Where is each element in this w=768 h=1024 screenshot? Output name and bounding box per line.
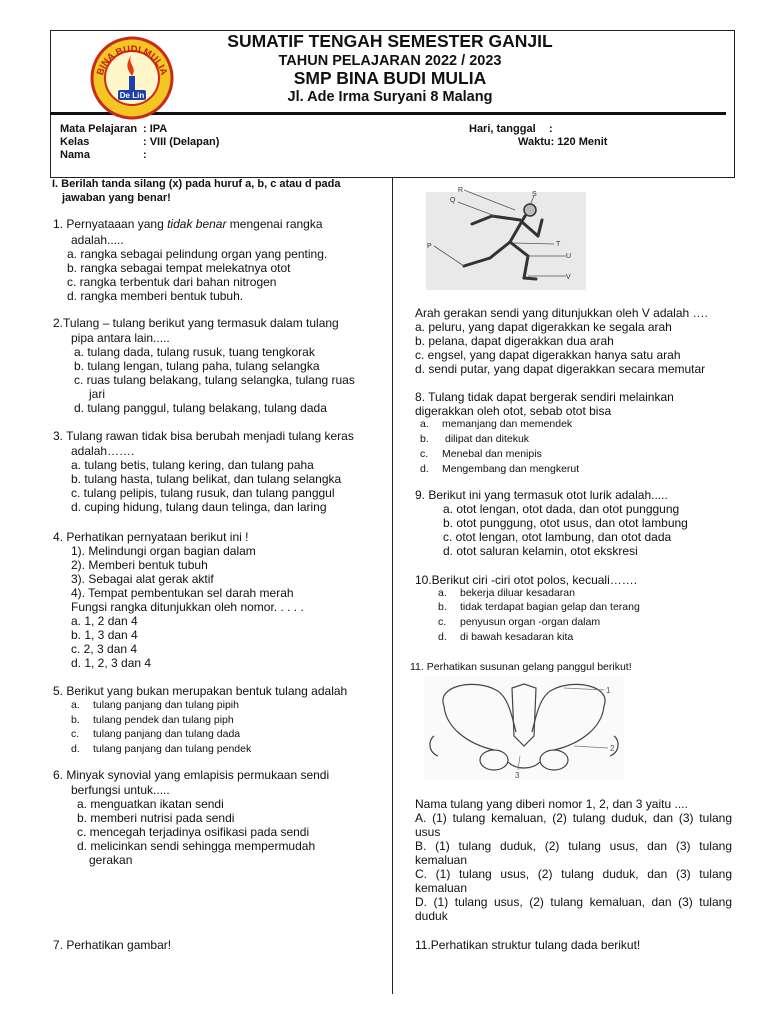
question-6-stem: 6. Minyak synovial yang emlapisis permukaan sendi bbox=[53, 768, 330, 782]
question-11-option-d-cont[interactable]: duduk bbox=[415, 909, 448, 923]
question-7-question: Arah gerakan sendi yang ditunjukkan oleh V adalah …. bbox=[415, 306, 708, 320]
question-3-option-c[interactable]: c. tulang pelipis, tulang rusuk, dan tulang panggul bbox=[71, 486, 335, 500]
question-7-option-b[interactable]: b. pelana, dapat digerakkan dua arah bbox=[415, 334, 614, 348]
question-8-option-a[interactable]: a. memanjang dan memendek bbox=[420, 418, 573, 430]
question-4-option-c[interactable]: c. 2, 3 dan 4 bbox=[71, 642, 138, 656]
logo-ring-text: BINA BUDI MULIA bbox=[94, 43, 170, 77]
question-6-option-d-cont[interactable]: gerakan bbox=[89, 853, 133, 867]
question-7-option-c[interactable]: c. engsel, yang dapat digerakkan hanya satu arah bbox=[415, 348, 681, 362]
question-10-option-b[interactable]: b. tidak terdapat bagian gelap dan terang bbox=[438, 601, 640, 613]
name-label: Nama bbox=[60, 149, 90, 161]
question-10-option-d[interactable]: d. di bawah kesadaran kita bbox=[438, 631, 574, 643]
question-4-statement-1: 1). Melindungi organ bagian dalam bbox=[71, 544, 256, 558]
subject-label: Mata Pelajaran bbox=[60, 123, 138, 135]
question-8-stem-cont: digerakkan oleh otot, sebab otot bisa bbox=[415, 404, 612, 418]
time-info: Waktu: 120 Menit bbox=[518, 136, 608, 148]
pelvis-label-2: 2 bbox=[610, 744, 615, 753]
question-12-stem: 11.Perhatikan struktur tulang dada berikut! bbox=[415, 938, 641, 952]
question-6-option-d[interactable]: d. melicinkan sendi sehingga mempermudah bbox=[77, 839, 316, 853]
question-4-statement-3: 3). Sebagai alat gerak aktif bbox=[71, 572, 214, 586]
question-5-stem: 5. Berikut yang bukan merupakan bentuk tulang adalah bbox=[53, 684, 348, 698]
question-11-option-b[interactable]: B. (1) tulang duduk, (2) tulang usus, dan (3) tulang bbox=[415, 839, 732, 853]
question-1-option-b[interactable]: b. rangka sebagai tempat melekatnya otot bbox=[67, 261, 291, 275]
question-2-option-c[interactable]: c. ruas tulang belakang, tulang selangka, tulang ruas bbox=[74, 373, 355, 387]
question-8-option-b[interactable]: b. dilipat dan ditekuk bbox=[420, 433, 530, 445]
question-4-statement-4: 4). Tempat pembentukan sel darah merah bbox=[71, 586, 294, 600]
question-5-option-a[interactable]: a. tulang panjang dan tulang pipih bbox=[71, 699, 239, 711]
exam-title: SUMATIF TENGAH SEMESTER GANJIL bbox=[227, 31, 553, 51]
question-6-stem-cont: berfungsi untuk..... bbox=[71, 783, 170, 797]
school-address: Jl. Ade Irma Suryani 8 Malang bbox=[287, 89, 493, 105]
school-logo bbox=[88, 32, 176, 120]
class-value: : VIII (Delapan) bbox=[143, 136, 220, 148]
question-6-option-c[interactable]: c. mencegah terjadinya osifikasi pada sendi bbox=[77, 825, 310, 839]
question-4-statement-2: 2). Memberi bentuk tubuh bbox=[71, 558, 208, 572]
name-value[interactable]: : bbox=[143, 149, 147, 161]
pelvis-label-3: 3 bbox=[515, 771, 520, 780]
class-label: Kelas bbox=[60, 136, 90, 148]
question-11-option-a[interactable]: A. (1) tulang kemaluan, (2) tulang duduk, dan (3) tulang bbox=[415, 811, 732, 825]
question-10-option-c[interactable]: c. penyusun organ -organ dalam bbox=[438, 616, 601, 628]
figure-label-s: S bbox=[532, 191, 537, 198]
question-1-option-a[interactable]: a. rangka sebagai pelindung organ yang penting. bbox=[67, 247, 328, 261]
day-label: Hari, tanggal bbox=[469, 123, 536, 135]
question-3-stem-cont: adalah……. bbox=[71, 444, 135, 458]
question-5-option-d[interactable]: d. tulang panjang dan tulang pendek bbox=[71, 743, 252, 755]
question-3-stem: 3. Tulang rawan tidak bisa berubah menjadi tulang keras bbox=[53, 429, 354, 443]
question-11-option-b-cont[interactable]: kemaluan bbox=[415, 853, 468, 867]
figure-label-p: P bbox=[427, 243, 432, 250]
column-divider bbox=[392, 178, 393, 994]
figure-label-t: T bbox=[556, 241, 561, 248]
academic-year: TAHUN PELAJARAN 2022 / 2023 bbox=[278, 53, 502, 69]
question-9-option-b[interactable]: b. otot punggung, otot usus, dan otot lambung bbox=[443, 516, 688, 530]
question-6-option-b[interactable]: b. memberi nutrisi pada sendi bbox=[77, 811, 235, 825]
question-5-option-c[interactable]: c. tulang panjang dan tulang dada bbox=[71, 728, 241, 740]
pelvis-figure bbox=[424, 676, 624, 780]
question-11-option-c-cont[interactable]: kemaluan bbox=[415, 881, 468, 895]
question-2-option-c-cont[interactable]: jari bbox=[89, 387, 106, 401]
logo-motto: De Lin bbox=[119, 91, 145, 100]
question-2-option-a[interactable]: a. tulang dada, tulang rusuk, tuang tengkorak bbox=[74, 345, 315, 359]
question-1-stem-cont: adalah..... bbox=[71, 233, 124, 247]
question-1-option-c[interactable]: c. rangka terbentuk dari bahan nitrogen bbox=[67, 275, 277, 289]
instruction-line-2: jawaban yang benar! bbox=[62, 192, 171, 204]
school-name: SMP BINA BUDI MULIA bbox=[293, 68, 487, 88]
question-9-option-a[interactable]: a. otot lengan, otot dada, dan otot punggung bbox=[443, 502, 680, 516]
question-9-stem: 9. Berikut ini yang termasuk otot lurik adalah..... bbox=[415, 488, 668, 502]
question-11-question: Nama tulang yang diberi nomor 1, 2, dan 3 yaitu .... bbox=[415, 797, 688, 811]
instruction-line-1: I. Berilah tanda silang (x) pada huruf a, b, c atau d pada bbox=[52, 178, 341, 190]
question-9-option-c[interactable]: c. otot lengan, otot lambung, dan otot dada bbox=[443, 530, 672, 544]
question-1-option-d[interactable]: d. rangka memberi bentuk tubuh. bbox=[67, 289, 244, 303]
question-4-option-b[interactable]: b. 1, 3 dan 4 bbox=[71, 628, 138, 642]
question-9-option-d[interactable]: d. otot saluran kelamin, otot ekskresi bbox=[443, 544, 638, 558]
question-7-option-a[interactable]: a. peluru, yang dapat digerakkan ke segala arah bbox=[415, 320, 672, 334]
question-1-stem: 1. Pernyataaan yang tidak benar mengenai rangka bbox=[53, 217, 323, 231]
figure-label-v: V bbox=[566, 274, 571, 281]
question-7-option-d[interactable]: d. sendi putar, yang dapat digerakkan secara memutar bbox=[415, 362, 706, 376]
question-3-option-b[interactable]: b. tulang hasta, tulang belikat, dan tulang selangka bbox=[71, 472, 342, 486]
question-11-stem: 11. Perhatikan susunan gelang panggul berikut! bbox=[410, 661, 632, 673]
question-3-option-a[interactable]: a. tulang betis, tulang kering, dan tulang paha bbox=[71, 458, 314, 472]
figure-label-r: R bbox=[458, 187, 464, 194]
pelvis-label-1: 1 bbox=[606, 686, 611, 695]
figure-label-u: U bbox=[566, 253, 572, 260]
question-2-stem: 2.Tulang – tulang berikut yang termasuk dalam tulang bbox=[53, 316, 339, 330]
day-value[interactable]: : bbox=[549, 123, 553, 135]
question-4-stem: 4. Perhatikan pernyataan berikut ini ! bbox=[53, 530, 249, 544]
question-10-stem: 10.Berikut ciri -ciri otot polos, kecuali……. bbox=[415, 573, 638, 587]
running-skeleton-figure bbox=[420, 180, 588, 292]
question-2-option-b[interactable]: b. tulang lengan, tulang paha, tulang selangka bbox=[74, 359, 320, 373]
figure-label-q: Q bbox=[450, 197, 456, 204]
question-10-option-a[interactable]: a. bekerja diluar kesadaran bbox=[438, 587, 575, 599]
question-4-question: Fungsi rangka ditunjukkan oleh nomor. . . . . bbox=[71, 600, 304, 614]
question-11-option-a-cont[interactable]: usus bbox=[415, 825, 441, 839]
question-2-option-d[interactable]: d. tulang panggul, tulang belakang, tulang dada bbox=[74, 401, 327, 415]
question-4-option-d[interactable]: d. 1, 2, 3 dan 4 bbox=[71, 656, 152, 670]
question-11-option-c[interactable]: C. (1) tulang usus, (2) tulang duduk, dan (3) tulang bbox=[415, 867, 732, 881]
question-5-option-b[interactable]: b. tulang pendek dan tulang piph bbox=[71, 714, 234, 726]
question-3-option-d[interactable]: d. cuping hidung, tulang daun telinga, dan laring bbox=[71, 500, 327, 514]
question-7-stem: 7. Perhatikan gambar! bbox=[53, 938, 172, 952]
question-2-stem-cont: pipa antara lain..... bbox=[71, 331, 170, 345]
question-11-option-d[interactable]: D. (1) tulang usus, (2) tulang kemaluan, dan (3) tulang bbox=[415, 895, 732, 909]
question-8-option-d[interactable]: d. Mengembang dan mengkerut bbox=[420, 463, 580, 475]
question-8-option-c[interactable]: c. Menebal dan menipis bbox=[420, 448, 542, 460]
question-8-stem: 8. Tulang tidak dapat bergerak sendiri melainkan bbox=[415, 390, 674, 404]
question-6-option-a[interactable]: a. menguatkan ikatan sendi bbox=[77, 797, 224, 811]
question-4-option-a[interactable]: a. 1, 2 dan 4 bbox=[71, 614, 138, 628]
subject-value: : IPA bbox=[143, 123, 168, 135]
